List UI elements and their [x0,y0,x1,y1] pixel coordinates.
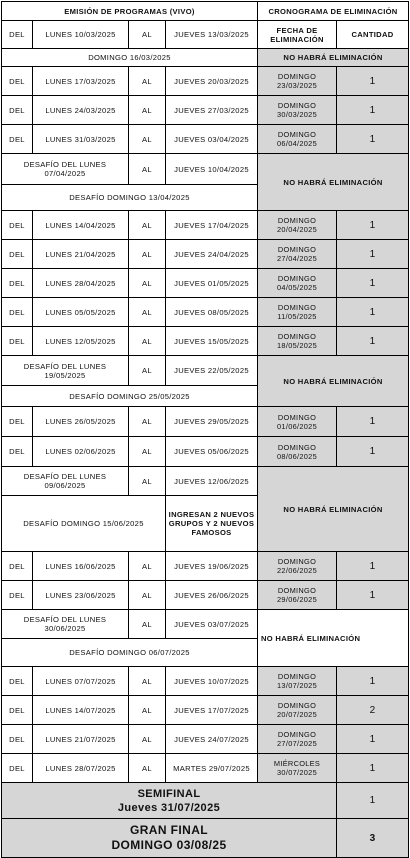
end-date: JUEVES 12/06/2025 [166,467,258,496]
end-date: JUEVES 10/04/2025 [166,154,258,185]
final-title: GRAN FINAL [130,823,208,837]
al-label: AL [129,96,166,125]
del-label: DEL [2,725,33,754]
start-date: LUNES 17/03/2025 [33,67,129,96]
al-label: AL [129,552,166,581]
del-label: DEL [2,125,33,154]
elimination-quantity: 1 [337,437,409,467]
challenge-monday: DESAFÍO DEL LUNES 30/06/2025 [2,610,129,639]
start-date: LUNES 24/03/2025 [33,96,129,125]
no-elimination: NO HABRÁ ELIMINACIÓN [258,49,409,67]
end-date: JUEVES 24/04/2025 [166,240,258,269]
section-title: DESAFÍO DOMINGO 15/06/2025 [2,496,166,552]
al-label: AL [129,327,166,356]
semifinal-quantity: 1 [337,783,409,819]
end-date: JUEVES 29/05/2025 [166,407,258,437]
al-label: AL [129,610,166,639]
start-date: LUNES 16/06/2025 [33,552,129,581]
start-date: LUNES 28/04/2025 [33,269,129,298]
del-label: DEL [2,407,33,437]
elimination-date: DOMINGO 30/03/2025 [258,96,337,125]
header-fecha: FECHA DE ELIMINACIÓN [258,21,337,49]
elimination-quantity: 1 [337,125,409,154]
start-date: LUNES 14/07/2025 [33,696,129,725]
elimination-quantity: 2 [337,696,409,725]
challenge-monday: DESAFÍO DEL LUNES 19/05/2025 [2,356,129,386]
no-elimination: NO HABRÁ ELIMINACIÓN [258,610,409,667]
al-label: AL [129,725,166,754]
del-label: DEL [2,327,33,356]
del-label: DEL [2,96,33,125]
elimination-date: MIÉRCOLES 30/07/2025 [258,754,337,783]
end-date: JUEVES 01/05/2025 [166,269,258,298]
del-label: DEL [2,754,33,783]
al-label: AL [129,667,166,696]
header-cantidad: CANTIDAD [337,21,409,49]
end-date: JUEVES 15/05/2025 [166,327,258,356]
elimination-quantity: 1 [337,67,409,96]
al-label: AL [129,125,166,154]
start-date: LUNES 31/03/2025 [33,125,129,154]
del-label: DEL [2,67,33,96]
no-elimination: NO HABRÁ ELIMINACIÓN [258,356,409,407]
elimination-date: DOMINGO 04/05/2025 [258,269,337,298]
elimination-quantity: 1 [337,581,409,610]
del-label: DEL [2,269,33,298]
start-date: LUNES 12/05/2025 [33,327,129,356]
schedule-table [1,1,409,858]
elimination-date: DOMINGO 11/05/2025 [258,298,337,327]
del-label: DEL [2,298,33,327]
del-label: DEL [2,240,33,269]
elimination-date: DOMINGO 29/06/2025 [258,581,337,610]
end-date: MARTES 29/07/2025 [166,754,258,783]
end-date: JUEVES 22/05/2025 [166,356,258,386]
start-date: LUNES 07/07/2025 [33,667,129,696]
start-date: LUNES 02/06/2025 [33,437,129,467]
elimination-quantity: 1 [337,298,409,327]
start-date: LUNES 26/05/2025 [33,407,129,437]
end-date: JUEVES 20/03/2025 [166,67,258,96]
elimination-quantity: 1 [337,754,409,783]
elimination-quantity: 1 [337,269,409,298]
al-label: AL [129,211,166,240]
challenge-monday: DESAFÍO DEL LUNES 09/06/2025 [2,467,129,496]
al-label: AL [129,696,166,725]
elimination-quantity: 1 [337,725,409,754]
end-date: JUEVES 03/07/2025 [166,610,258,639]
end-date: JUEVES 17/07/2025 [166,696,258,725]
start-date: LUNES 14/04/2025 [33,211,129,240]
elimination-date: DOMINGO 27/07/2025 [258,725,337,754]
section-title: DESAFÍO DOMINGO 13/04/2025 [2,185,258,211]
al-label: AL [129,298,166,327]
no-elimination: NO HABRÁ ELIMINACIÓN [258,467,409,552]
del-label: DEL [2,667,33,696]
header-emision: EMISIÓN DE PROGRAMAS (VIVO) [2,2,258,21]
del-label: DEL [2,437,33,467]
elimination-quantity: 1 [337,667,409,696]
elimination-date: DOMINGO 23/03/2025 [258,67,337,96]
header-cronograma: CRONOGRAMA DE ELIMINACIÓN [258,2,409,21]
end-date: JUEVES 17/04/2025 [166,211,258,240]
al-label: AL [129,21,166,49]
end-date: JUEVES 05/06/2025 [166,437,258,467]
end-date: JUEVES 13/03/2025 [166,21,258,49]
elimination-date: DOMINGO 22/06/2025 [258,552,337,581]
section-title: DOMINGO 16/03/2025 [2,49,258,67]
start-date: LUNES 23/06/2025 [33,581,129,610]
start-date: LUNES 10/03/2025 [33,21,129,49]
elimination-date: DOMINGO 20/07/2025 [258,696,337,725]
al-label: AL [129,754,166,783]
semifinal-title: SEMIFINAL [137,787,201,800]
end-date: JUEVES 10/07/2025 [166,667,258,696]
al-label: AL [129,356,166,386]
del-label: DEL [2,211,33,240]
end-date: JUEVES 26/06/2025 [166,581,258,610]
grand-final [2,819,337,858]
end-date: JUEVES 19/06/2025 [166,552,258,581]
elimination-quantity: 1 [337,240,409,269]
al-label: AL [129,581,166,610]
final-date: DOMINGO 03/08/25 [111,838,227,852]
challenge-monday: DESAFÍO DEL LUNES 07/04/2025 [2,154,129,185]
elimination-date: DOMINGO 06/04/2025 [258,125,337,154]
end-date: JUEVES 27/03/2025 [166,96,258,125]
start-date: LUNES 28/07/2025 [33,754,129,783]
end-date: JUEVES 03/04/2025 [166,125,258,154]
al-label: AL [129,240,166,269]
elimination-date: DOMINGO 27/04/2025 [258,240,337,269]
start-date: LUNES 21/04/2025 [33,240,129,269]
al-label: AL [129,467,166,496]
al-label: AL [129,67,166,96]
elimination-quantity: 1 [337,552,409,581]
elimination-quantity: 1 [337,96,409,125]
del-label: DEL [2,581,33,610]
no-elimination: NO HABRÁ ELIMINACIÓN [258,154,409,211]
semifinal-date: Jueves 31/07/2025 [117,801,221,814]
elimination-quantity: 1 [337,407,409,437]
del-label: DEL [2,21,33,49]
elimination-quantity: 1 [337,211,409,240]
al-label: AL [129,154,166,185]
start-date: LUNES 21/07/2025 [33,725,129,754]
elimination-date: DOMINGO 01/06/2025 [258,407,337,437]
del-label: DEL [2,552,33,581]
elimination-date: DOMINGO 20/04/2025 [258,211,337,240]
al-label: AL [129,437,166,467]
elimination-date: DOMINGO 18/05/2025 [258,327,337,356]
new-contestants-note: INGRESAN 2 NUEVOS GRUPOS Y 2 NUEVOS FAMOSOS [166,496,258,552]
elimination-quantity: 1 [337,327,409,356]
elimination-date: DOMINGO 13/07/2025 [258,667,337,696]
final-quantity: 3 [337,819,409,858]
del-label: DEL [2,696,33,725]
semifinal [2,783,337,819]
elimination-date: DOMINGO 08/06/2025 [258,437,337,467]
start-date: LUNES 05/05/2025 [33,298,129,327]
al-label: AL [129,269,166,298]
section-title: DESAFÍO DOMINGO 25/05/2025 [2,386,258,407]
end-date: JUEVES 08/05/2025 [166,298,258,327]
end-date: JUEVES 24/07/2025 [166,725,258,754]
section-title: DESAFÍO DOMINGO 06/07/2025 [2,639,258,667]
al-label: AL [129,407,166,437]
